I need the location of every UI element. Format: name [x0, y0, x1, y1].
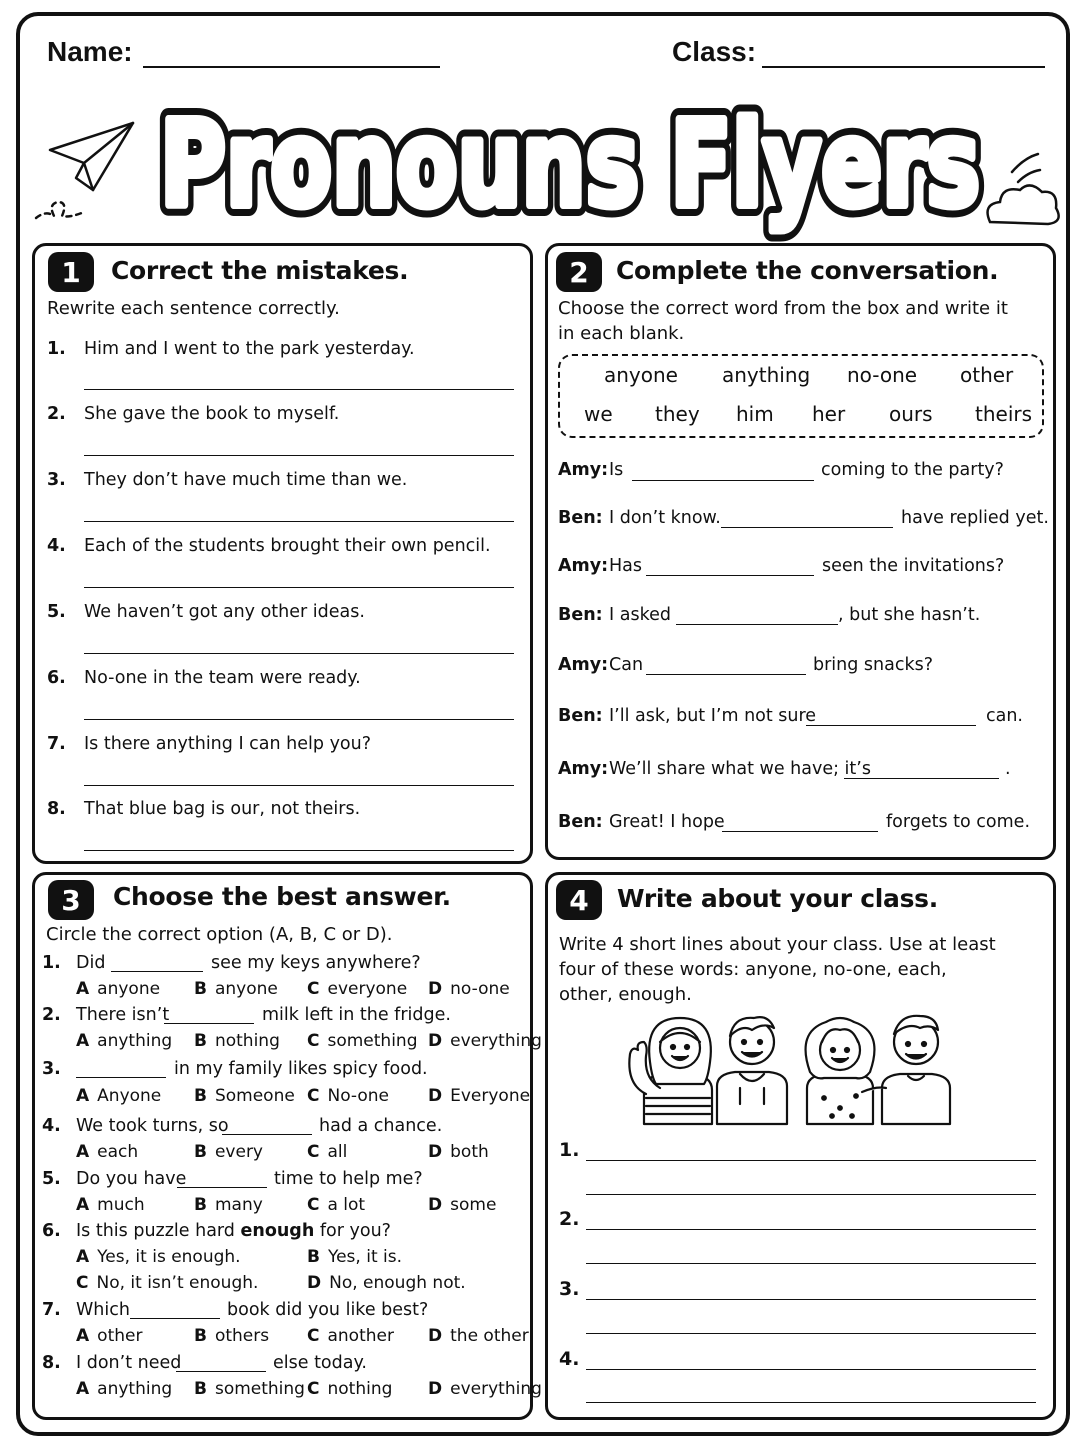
question-blank [130, 1318, 220, 1319]
item-number: 7. [47, 734, 66, 754]
writing-line[interactable] [586, 1229, 1036, 1230]
question-text: time to help me? [274, 1169, 423, 1189]
answer-line[interactable] [84, 653, 514, 654]
dialogue-text: I’ll ask, but I’m not sure [609, 706, 817, 726]
option-d[interactable]: D the other [428, 1326, 529, 1346]
dialogue-blank[interactable] [646, 575, 814, 576]
dialogue-text: bring snacks? [813, 655, 934, 675]
dialogue-text: Has [609, 556, 643, 576]
speaker-label: Amy: [558, 556, 609, 576]
question-text: had a chance. [319, 1116, 443, 1136]
speaker-label: Amy: [558, 759, 609, 779]
writing-line[interactable] [586, 1369, 1036, 1370]
option-a[interactable]: A each [76, 1142, 139, 1162]
option-c[interactable]: C something [307, 1031, 418, 1051]
answer-line[interactable] [84, 785, 514, 786]
writing-line[interactable] [586, 1333, 1036, 1334]
section-3-badge: 3 [48, 880, 94, 920]
item-sentence: Each of the students brought their own pencil. [84, 536, 491, 556]
option-c[interactable]: C everyone [307, 979, 408, 999]
dialogue-blank[interactable] [632, 480, 814, 481]
writing-line[interactable] [586, 1194, 1036, 1195]
question-number: 1. [42, 953, 61, 973]
dialogue-text: We’ll share what we have; it’s [609, 759, 871, 779]
line-number: 3. [559, 1278, 580, 1300]
writing-line[interactable] [586, 1263, 1036, 1264]
dialogue-text: I asked [609, 605, 671, 625]
speaker-label: Amy: [558, 460, 609, 480]
question-text: see my keys anywhere? [211, 953, 421, 973]
option-b[interactable]: B others [194, 1326, 270, 1346]
question-text: We took turns, so [76, 1116, 229, 1136]
dialogue-text: I don’t know. [609, 508, 721, 528]
option-a[interactable]: A anyone [76, 979, 161, 999]
section-4-instruction-2: four of these words: anyone, no-one, each, [559, 959, 947, 980]
option-a[interactable]: A anything [76, 1031, 173, 1051]
question-number: 7. [42, 1300, 61, 1320]
section-1-title: Correct the mistakes. [111, 256, 409, 285]
paper-plane-icon [36, 123, 133, 218]
item-sentence: She gave the book to myself. [84, 404, 340, 424]
dialogue-text: coming to the party? [821, 460, 1004, 480]
writing-line[interactable] [586, 1160, 1036, 1161]
word-option: ours [889, 402, 933, 426]
dialogue-text: have replied yet. [901, 508, 1049, 528]
word-option: anyone [604, 363, 678, 387]
answer-line[interactable] [84, 455, 514, 456]
section-4-badge: 4 [556, 880, 602, 920]
option-c[interactable]: C all [307, 1142, 348, 1162]
option-d[interactable]: D No, enough not. [307, 1273, 466, 1293]
dialogue-text: can. [986, 706, 1023, 726]
writing-line[interactable] [586, 1299, 1036, 1300]
dialogue-text: seen the invitations? [822, 556, 1005, 576]
answer-line[interactable] [84, 850, 514, 851]
item-number: 8. [47, 799, 66, 819]
worksheet-title: Pronouns Flyers [160, 95, 980, 233]
option-d[interactable]: D both [428, 1142, 489, 1162]
class-label: Class: [672, 36, 757, 67]
dialogue-blank[interactable] [676, 624, 838, 625]
section-2-instruction-2: in each blank. [558, 323, 685, 344]
item-sentence: No-one in the team were ready. [84, 668, 361, 688]
option-b[interactable]: B anyone [194, 979, 278, 999]
line-number: 1. [559, 1139, 580, 1161]
class-field[interactable] [762, 66, 1045, 68]
option-a[interactable]: A Anyone [76, 1086, 162, 1106]
word-option: theirs [975, 402, 1033, 426]
option-c[interactable]: C a lot [307, 1195, 366, 1215]
question-text: in my family likes spicy food. [174, 1059, 428, 1079]
dialogue-text: . [1005, 759, 1011, 779]
question-text: I don’t need [76, 1353, 182, 1373]
question-text: milk left in the fridge. [262, 1005, 451, 1025]
word-option: no-one [847, 363, 918, 387]
question-blank [111, 971, 203, 972]
question-text: Do you have [76, 1169, 187, 1189]
option-b[interactable]: B Someone [194, 1086, 295, 1106]
option-b[interactable]: B something [194, 1379, 305, 1399]
dialogue-text: , but she hasn’t. [838, 605, 981, 625]
name-field[interactable] [143, 66, 440, 68]
dialogue-text: Great! I hope [609, 812, 725, 832]
word-option: they [655, 402, 700, 426]
section-3-instruction: Circle the correct option (A, B, C or D). [46, 924, 393, 945]
word-option: we [584, 402, 613, 426]
dialogue-text: forgets to come. [886, 812, 1031, 832]
line-number: 4. [559, 1348, 580, 1370]
option-b[interactable]: B nothing [194, 1031, 280, 1051]
cloud-icon [988, 154, 1059, 224]
question-number: 3. [42, 1059, 61, 1079]
item-sentence: That blue bag is our, not theirs. [84, 799, 361, 819]
question-number: 4. [42, 1116, 61, 1136]
option-b[interactable]: B every [194, 1142, 263, 1162]
speaker-label: Ben: [558, 508, 603, 528]
writing-line[interactable] [586, 1402, 1036, 1403]
title-banner [0, 72, 1086, 242]
option-d[interactable]: D no-one [428, 979, 510, 999]
option-d[interactable]: D everything [428, 1031, 542, 1051]
name-label: Name: [47, 36, 133, 67]
item-number: 1. [47, 339, 66, 359]
option-a[interactable]: A anything [76, 1379, 173, 1399]
section-1-instruction: Rewrite each sentence correctly. [47, 298, 340, 319]
question-text: Which [76, 1300, 130, 1320]
dialogue-blank[interactable] [646, 674, 806, 675]
speaker-label: Ben: [558, 605, 603, 625]
question-text: book did you like best? [227, 1300, 429, 1320]
question-blank [176, 1371, 266, 1372]
word-option: him [736, 402, 774, 426]
section-4-instruction-3: other, enough. [559, 984, 692, 1005]
item-sentence: They don’t have much time than we. [84, 470, 408, 490]
dialogue-blank[interactable] [806, 725, 976, 726]
option-c[interactable]: C another [307, 1326, 394, 1346]
question-text: Did [76, 953, 106, 973]
option-c[interactable]: C nothing [307, 1379, 393, 1399]
title-outline: Pronouns Flyers [160, 95, 980, 233]
section-4-instruction-1: Write 4 short lines about your class. Use at least [559, 934, 996, 955]
question-number: 8. [42, 1353, 61, 1373]
answer-line[interactable] [84, 389, 514, 390]
emphasis-word: enough [240, 1221, 315, 1241]
children-group-illustration [612, 1002, 972, 1128]
section-2-badge: 2 [556, 252, 602, 292]
word-option: anything [722, 363, 811, 387]
section-2-title: Complete the conversation. [616, 256, 999, 285]
section-1-badge: 1 [48, 252, 94, 292]
question-text: else today. [273, 1353, 367, 1373]
dialogue-blank[interactable] [844, 778, 999, 779]
option-b[interactable]: B many [194, 1195, 263, 1215]
option-d[interactable]: D some [428, 1195, 497, 1215]
speaker-label: Ben: [558, 706, 603, 726]
option-c[interactable]: C No, it isn’t enough. [76, 1273, 259, 1293]
question-blank [164, 1023, 254, 1024]
option-a[interactable]: A other [76, 1326, 143, 1346]
option-c[interactable]: C No-one [307, 1086, 390, 1106]
dialogue-text: Can [609, 655, 644, 675]
item-sentence: Is there anything I can help you? [84, 734, 372, 754]
question-text: There isn’t [76, 1005, 170, 1025]
question-number: 5. [42, 1169, 61, 1189]
dialogue-blank[interactable] [721, 527, 893, 528]
item-number: 6. [47, 668, 66, 688]
dialogue-blank[interactable] [722, 831, 878, 832]
section-3-title: Choose the best answer. [113, 882, 451, 911]
option-d[interactable]: D everything [428, 1379, 542, 1399]
option-d[interactable]: D Everyone [428, 1086, 531, 1106]
item-number: 3. [47, 470, 66, 490]
item-number: 5. [47, 602, 66, 622]
word-option: other [960, 363, 1014, 387]
dialogue-text: Is [609, 460, 624, 480]
option-a[interactable]: A Yes, it is enough. [76, 1247, 241, 1267]
question-blank [222, 1134, 312, 1135]
answer-line[interactable] [84, 521, 514, 522]
speaker-label: Amy: [558, 655, 609, 675]
question-number: 6. [42, 1221, 61, 1241]
question-blank [76, 1077, 166, 1078]
item-number: 4. [47, 536, 66, 556]
speaker-label: Ben: [558, 812, 603, 832]
section-2-instruction-1: Choose the correct word from the box and write it [558, 298, 1008, 319]
question-blank [177, 1187, 267, 1188]
section-4-title: Write about your class. [617, 884, 938, 913]
line-number: 2. [559, 1208, 580, 1230]
option-a[interactable]: A much [76, 1195, 145, 1215]
answer-line[interactable] [84, 719, 514, 720]
answer-line[interactable] [84, 587, 514, 588]
question-text: Is this puzzle hard enough for you? [76, 1221, 391, 1241]
item-number: 2. [47, 404, 66, 424]
option-b[interactable]: B Yes, it is. [307, 1247, 402, 1267]
question-number: 2. [42, 1005, 61, 1025]
word-option: her [812, 402, 846, 426]
item-sentence: Him and I went to the park yesterday. [84, 339, 415, 359]
item-sentence: We haven’t got any other ideas. [84, 602, 365, 622]
